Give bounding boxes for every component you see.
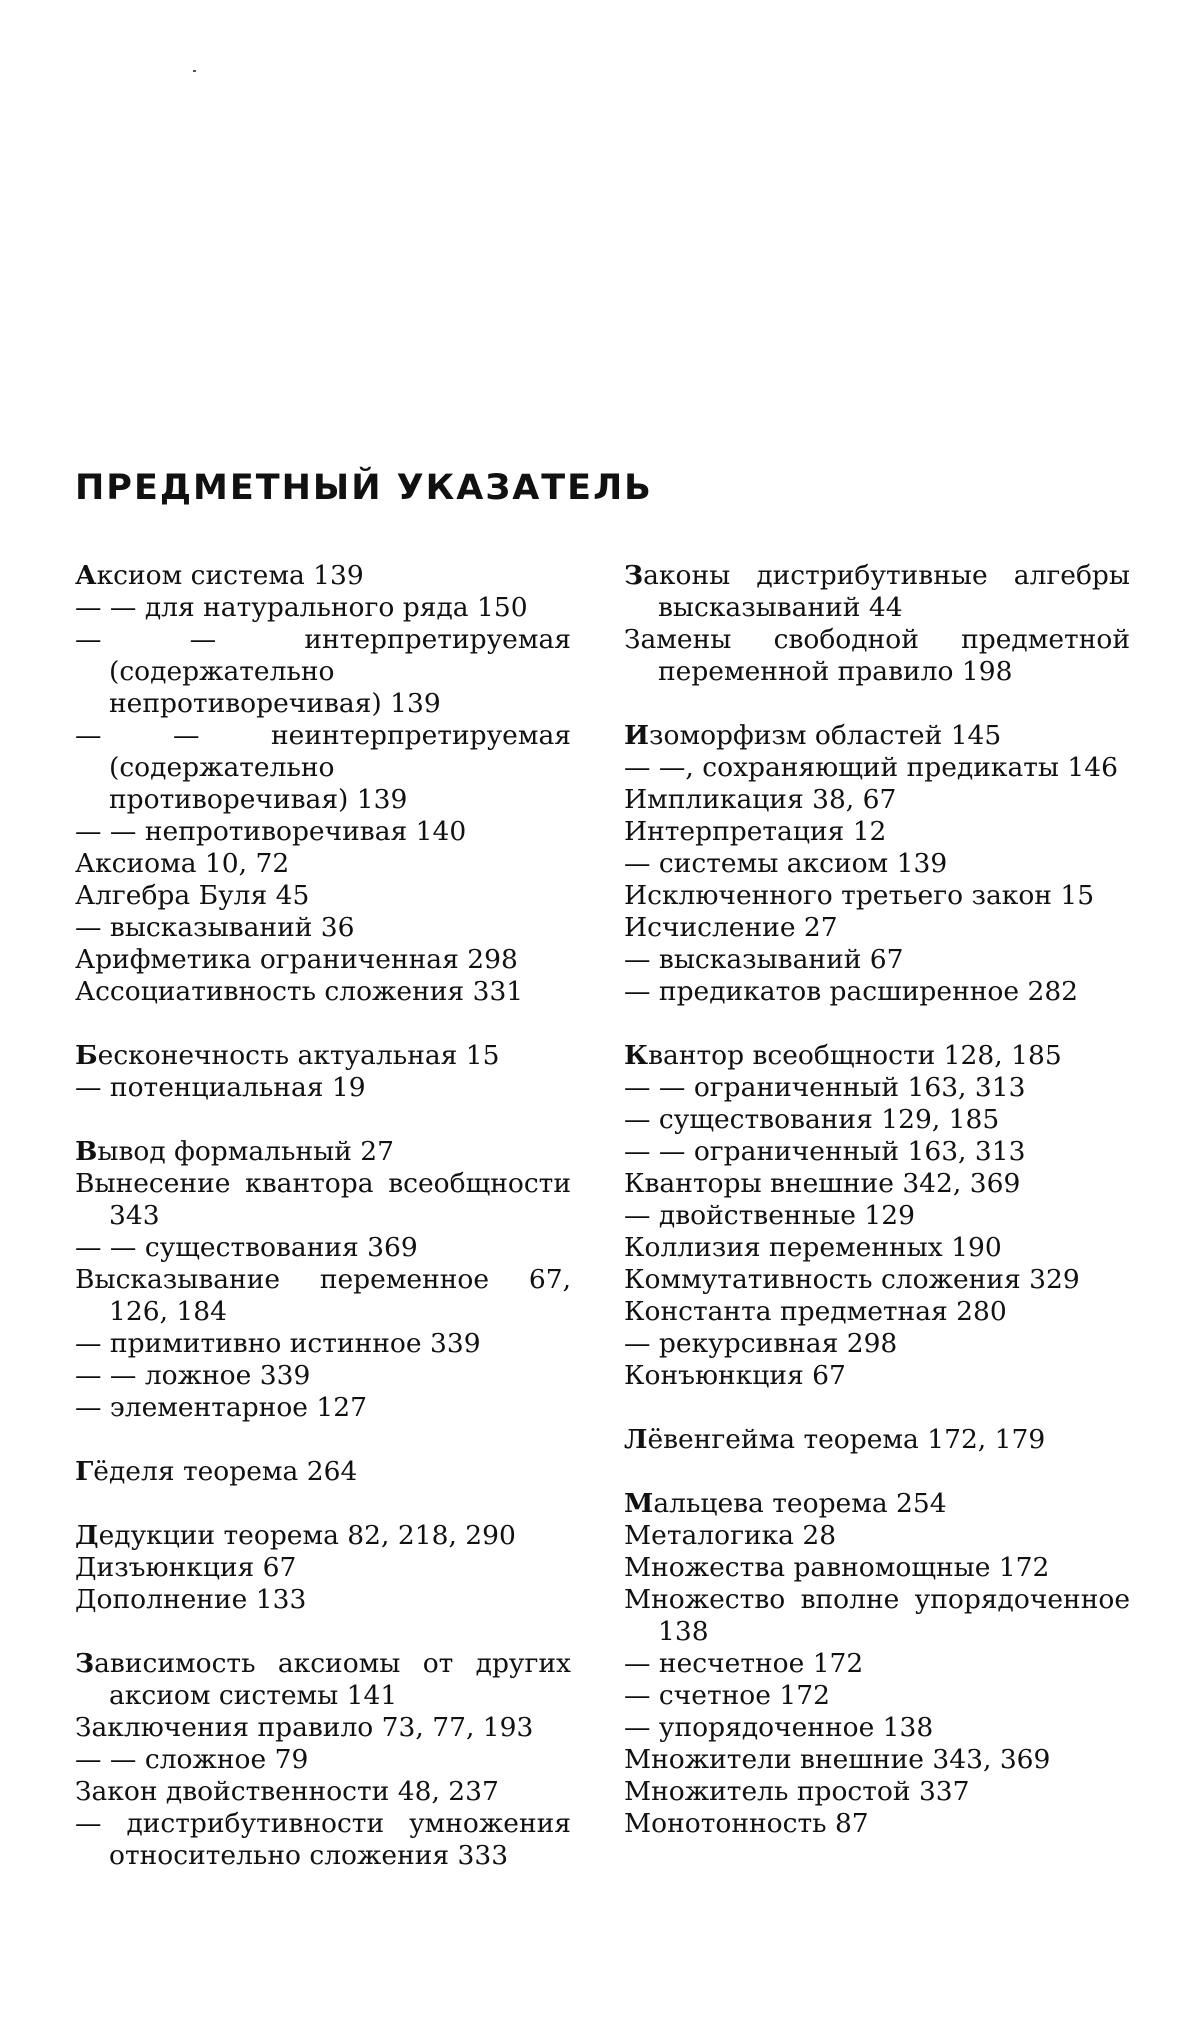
index-entry: Дизъюнкция 67 <box>75 1552 297 1583</box>
index-entry: Исчисление 27 <box>624 912 838 943</box>
index-entry: Бесконечность актуальная 15 <box>75 1040 500 1071</box>
index-entry: — примитивно истинное 339 <box>75 1328 481 1359</box>
index-entry: — дистрибутивности умножения относительно сложения 333 <box>75 1808 571 1871</box>
index-entry: Высказывание переменное 67, 126, 184 <box>75 1264 571 1327</box>
index-entry: — высказываний 67 <box>624 944 904 975</box>
index-entry: Исключенного третьего закон 15 <box>624 880 1095 911</box>
index-entry: Монотонность 87 <box>624 1808 869 1839</box>
index-entry: Алгебра Буля 45 <box>75 880 310 911</box>
index-column-right <box>624 560 1130 1840</box>
page-heading: ПРЕДМЕТНЫЙ УКАЗАТЕЛЬ <box>75 468 653 508</box>
index-entry: Дедукции теорема 82, 218, 290 <box>75 1520 516 1551</box>
index-entry: Зависимость аксиомы от других аксиом системы 141 <box>75 1648 571 1711</box>
index-entry: Замены свободной предметной переменной правило 198 <box>624 624 1130 687</box>
index-entry: Константа предметная 280 <box>624 1296 1007 1327</box>
index-entry: Конъюнкция 67 <box>624 1360 846 1391</box>
index-entry: Множество вполне упорядоченное 138 <box>624 1584 1130 1647</box>
index-entry: Металогика 28 <box>624 1520 837 1551</box>
index-entry: Дополнение 133 <box>75 1584 307 1615</box>
index-entry: — существования 129, 185 <box>624 1104 1000 1135</box>
index-entry: — —, сохраняющий предикаты 146 <box>624 752 1119 783</box>
index-entry: — двойственные 129 <box>624 1200 915 1231</box>
index-entry: — системы аксиом 139 <box>624 848 948 879</box>
index-entry: Ассоциативность сложения 331 <box>75 976 524 1007</box>
index-entry: Кванторы внешние 342, 369 <box>624 1168 1021 1199</box>
index-entry: Множества равномощные 172 <box>624 1552 1050 1583</box>
index-entry: — — для натурального ряда 150 <box>75 592 528 623</box>
index-entry: — — ограниченный 163, 313 <box>624 1072 1026 1103</box>
index-column-left <box>75 560 571 1872</box>
index-entry: Аксиом система 139 <box>75 560 364 591</box>
index-entry: Арифметика ограниченная 298 <box>75 944 518 975</box>
index-entry: — — неинтерпретируемая (содержательно противоречивая) 139 <box>75 720 571 815</box>
index-entry: Гёделя теорема 264 <box>75 1456 358 1487</box>
page-speck <box>193 70 196 72</box>
index-entry: — — интерпретируемая (содержательно непротиворечивая) 139 <box>75 624 571 719</box>
index-entry: Аксиома 10, 72 <box>75 848 290 879</box>
index-entry: Закон двойственности 48, 237 <box>75 1776 499 1807</box>
index-entry: Интерпретация 12 <box>624 816 887 847</box>
index-entry: Вынесение квантора всеобщности 343 <box>75 1168 571 1231</box>
index-entry: — — непротиворечивая 140 <box>75 816 467 847</box>
index-entry: — потенциальная 19 <box>75 1072 366 1103</box>
index-entry: — счетное 172 <box>624 1680 830 1711</box>
index-entry: — — ложное 339 <box>75 1360 311 1391</box>
index-entry: — — сложное 79 <box>75 1744 309 1775</box>
index-entry: — упорядоченное 138 <box>624 1712 934 1743</box>
index-entry: Коммутативность сложения 329 <box>624 1264 1080 1295</box>
index-entry: — — ограниченный 163, 313 <box>624 1136 1026 1167</box>
index-entry: — рекурсивная 298 <box>624 1328 898 1359</box>
index-entry: Импликация 38, 67 <box>624 784 897 815</box>
index-entry: Множитель простой 337 <box>624 1776 970 1807</box>
index-entry: Множители внешние 343, 369 <box>624 1744 1051 1775</box>
index-entry: — — существования 369 <box>75 1232 418 1263</box>
index-entry: Коллизия переменных 190 <box>624 1232 1002 1263</box>
index-entry: Квантор всеобщности 128, 185 <box>624 1040 1062 1071</box>
index-entry: — несчетное 172 <box>624 1648 864 1679</box>
index-entry: — предикатов расширенное 282 <box>624 976 1079 1007</box>
index-entry: Заключения правило 73, 77, 193 <box>75 1712 534 1743</box>
index-entry: — элементарное 127 <box>75 1392 367 1423</box>
index-entry: Лёвенгейма теорема 172, 179 <box>624 1424 1046 1455</box>
index-entry: Законы дистрибутивные алгебры высказываний 44 <box>624 560 1130 623</box>
index-entry: Изоморфизм областей 145 <box>624 720 1002 751</box>
index-entry: — высказываний 36 <box>75 912 355 943</box>
index-entry: Мальцева теорема 254 <box>624 1488 947 1519</box>
index-entry: Вывод формальный 27 <box>75 1136 395 1167</box>
